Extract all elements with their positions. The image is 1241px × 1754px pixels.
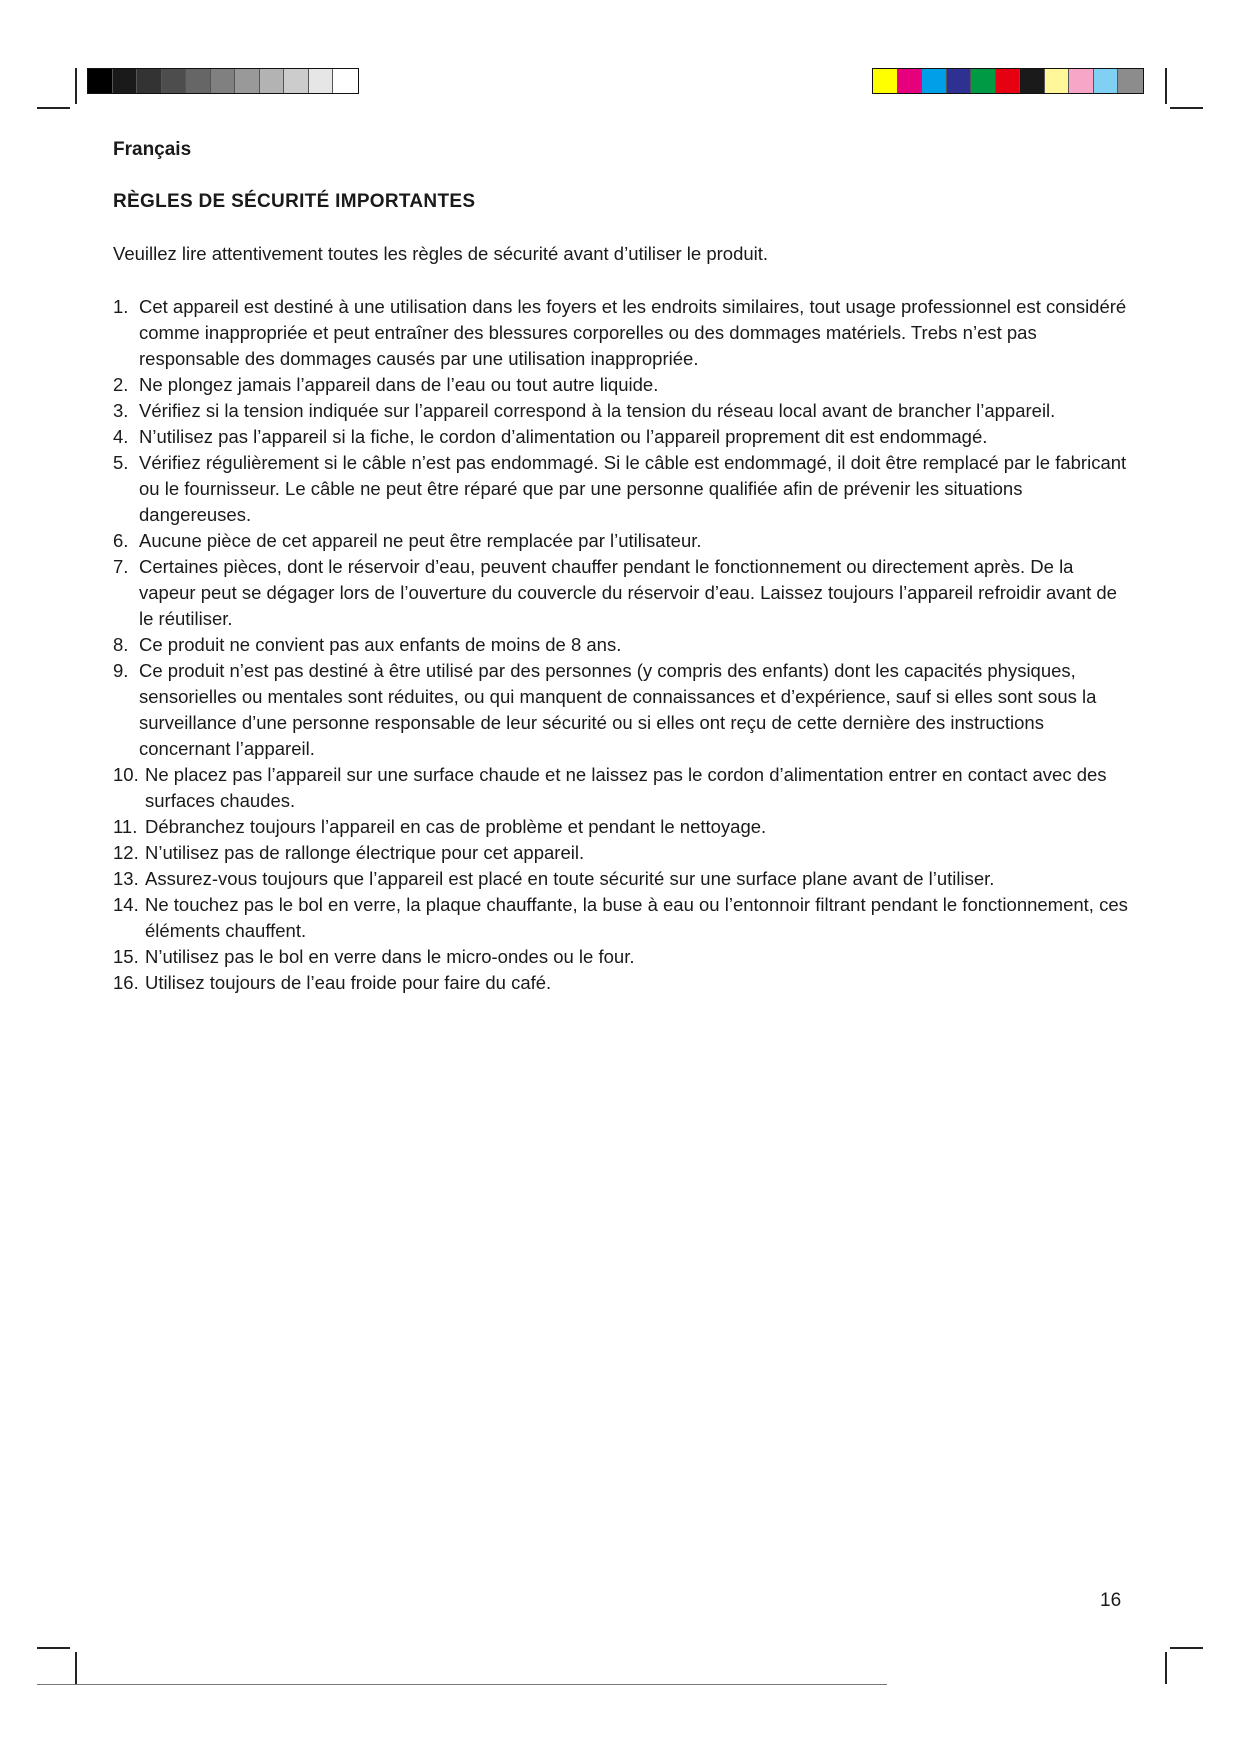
crop-mark-top-left-h — [37, 107, 70, 109]
list-item-number: 8. — [113, 634, 129, 655]
list-item — [113, 632, 1133, 658]
list-item — [113, 398, 1133, 424]
list-item — [113, 554, 1133, 632]
list-item-number: 15. — [113, 946, 139, 967]
gray-swatch — [211, 69, 236, 93]
list-item-number: 3. — [113, 400, 129, 421]
list-item — [113, 892, 1133, 944]
gray-swatch — [333, 69, 358, 93]
crop-mark-bottom-right-h — [1170, 1647, 1203, 1649]
list-item-number: 14. — [113, 894, 139, 915]
list-item — [113, 944, 1133, 970]
list-item-number: 13. — [113, 868, 139, 889]
list-item — [113, 294, 1133, 372]
color-swatch — [898, 69, 923, 93]
color-swatch — [971, 69, 996, 93]
page-number: 16 — [1100, 1590, 1122, 1611]
list-item-number: 6. — [113, 530, 129, 551]
gray-swatch — [137, 69, 162, 93]
section-heading: RÈGLES DE SÉCURITÉ IMPORTANTES — [113, 191, 476, 212]
list-item-text: N’utilisez pas l’appareil si la fiche, le cordon d’alimentation ou l’appareil proprement dit est endommagé. — [139, 426, 988, 447]
crop-mark-top-right-h — [1170, 107, 1203, 109]
intro-paragraph: Veuillez lire attentivement toutes les règles de sécurité avant d’utiliser le produit. — [113, 243, 769, 264]
gray-swatch — [162, 69, 187, 93]
list-item — [113, 450, 1133, 528]
list-item — [113, 658, 1133, 762]
color-swatch — [996, 69, 1021, 93]
gray-swatch — [235, 69, 260, 93]
list-item-number: 1. — [113, 296, 129, 317]
crop-mark-top-right-v — [1165, 68, 1167, 104]
list-item-text: Ce produit ne convient pas aux enfants de moins de 8 ans. — [139, 634, 622, 655]
color-swatch — [947, 69, 972, 93]
list-item-number: 7. — [113, 556, 129, 577]
color-swatch — [873, 69, 898, 93]
list-item-number: 11. — [113, 816, 138, 837]
gray-swatch — [309, 69, 334, 93]
color-swatch — [1069, 69, 1094, 93]
list-item-text: Ne plongez jamais l’appareil dans de l’eau ou tout autre liquide. — [139, 374, 659, 395]
gray-swatch — [88, 69, 113, 93]
crop-mark-bottom-left-h — [37, 1647, 70, 1649]
list-item-text: N’utilisez pas le bol en verre dans le micro-ondes ou le four. — [145, 946, 635, 967]
list-item-text: N’utilisez pas de rallonge électrique pour cet appareil. — [145, 842, 585, 863]
grayscale-calibration-bar — [87, 68, 359, 94]
list-item — [113, 424, 1133, 450]
list-item — [113, 762, 1133, 814]
list-item-text: Vérifiez régulièrement si le câble n’est pas endommagé. Si le câble est endommagé, il doit être remplacé par le fabricant ou le fournisseur. Le câble ne peut être réparé que par une personne qualifiée afin de prévenir les situations dangereuses. — [139, 452, 1127, 525]
crop-mark-top-left-v — [75, 68, 77, 104]
list-item-number: 9. — [113, 660, 129, 681]
list-item — [113, 866, 1133, 892]
list-item-text: Débranchez toujours l’appareil en cas de problème et pendant le nettoyage. — [145, 816, 767, 837]
list-item-text: Ne touchez pas le bol en verre, la plaque chauffante, la buse à eau ou l’entonnoir filtrant pendant le fonctionnement, ces éléments chauffent. — [145, 894, 1128, 941]
list-item-number: 10. — [113, 764, 139, 785]
list-item — [113, 372, 1133, 398]
list-item-number: 4. — [113, 426, 129, 447]
list-item-text: Ne placez pas l’appareil sur une surface chaude et ne laissez pas le cordon d’alimentation entrer en contact avec des surfaces chaudes. — [145, 764, 1107, 811]
list-item-number: 12. — [113, 842, 139, 863]
gray-swatch — [186, 69, 211, 93]
color-swatch — [922, 69, 947, 93]
list-item-number: 5. — [113, 452, 129, 473]
crop-mark-bottom-right-v — [1165, 1652, 1167, 1684]
list-item-text: Ce produit n’est pas destiné à être utilisé par des personnes (y compris des enfants) dont les capacités physiques, sensorielles ou mentales sont réduites, ou qui manquent de connaissances et d’expérience, sauf si elles sont sous la surveillance d’une personne responsable de leur sécurité ou si elles ont reçu de cette dernière des instructions concernant l’appareil. — [139, 660, 1097, 759]
list-item-text: Assurez-vous toujours que l’appareil est placé en toute sécurité sur une surface plane avant de l’utiliser. — [145, 868, 995, 889]
list-item-text: Vérifiez si la tension indiquée sur l’appareil correspond à la tension du réseau local avant de brancher l’appareil. — [139, 400, 1056, 421]
color-swatch — [1020, 69, 1045, 93]
list-item-text: Certaines pièces, dont le réservoir d’eau, peuvent chauffer pendant le fonctionnement ou directement après. De la vapeur peut se dégager lors de l’ouverture du couvercle du réservoir d’eau. Laissez toujours l’appareil refroidir avant de le réutiliser. — [139, 556, 1117, 629]
color-calibration-bar — [872, 68, 1144, 94]
gray-swatch — [260, 69, 285, 93]
list-item — [113, 528, 1133, 554]
list-item-text: Aucune pièce de cet appareil ne peut être remplacée par l’utilisateur. — [139, 530, 702, 551]
list-item-number: 16. — [113, 972, 139, 993]
safety-rules-list — [113, 294, 1133, 996]
color-swatch — [1094, 69, 1119, 93]
bottom-trim-line — [37, 1684, 887, 1685]
list-item — [113, 840, 1133, 866]
color-swatch — [1118, 69, 1143, 93]
list-item — [113, 970, 1133, 996]
color-swatch — [1045, 69, 1070, 93]
list-item-text: Cet appareil est destiné à une utilisation dans les foyers et les endroits similaires, tout usage professionnel est considéré comme inappropriée et peut entraîner des blessures corporelles ou des dommages matériels. Trebs n’est pas responsable des dommages causés par une utilisation inappropriée. — [139, 296, 1127, 369]
list-item-number: 2. — [113, 374, 129, 395]
crop-mark-bottom-left-v — [75, 1652, 77, 1684]
list-item-text: Utilisez toujours de l’eau froide pour faire du café. — [145, 972, 552, 993]
gray-swatch — [113, 69, 138, 93]
list-item — [113, 814, 1133, 840]
language-label: Français — [113, 139, 192, 160]
gray-swatch — [284, 69, 309, 93]
document-body — [113, 139, 1133, 996]
